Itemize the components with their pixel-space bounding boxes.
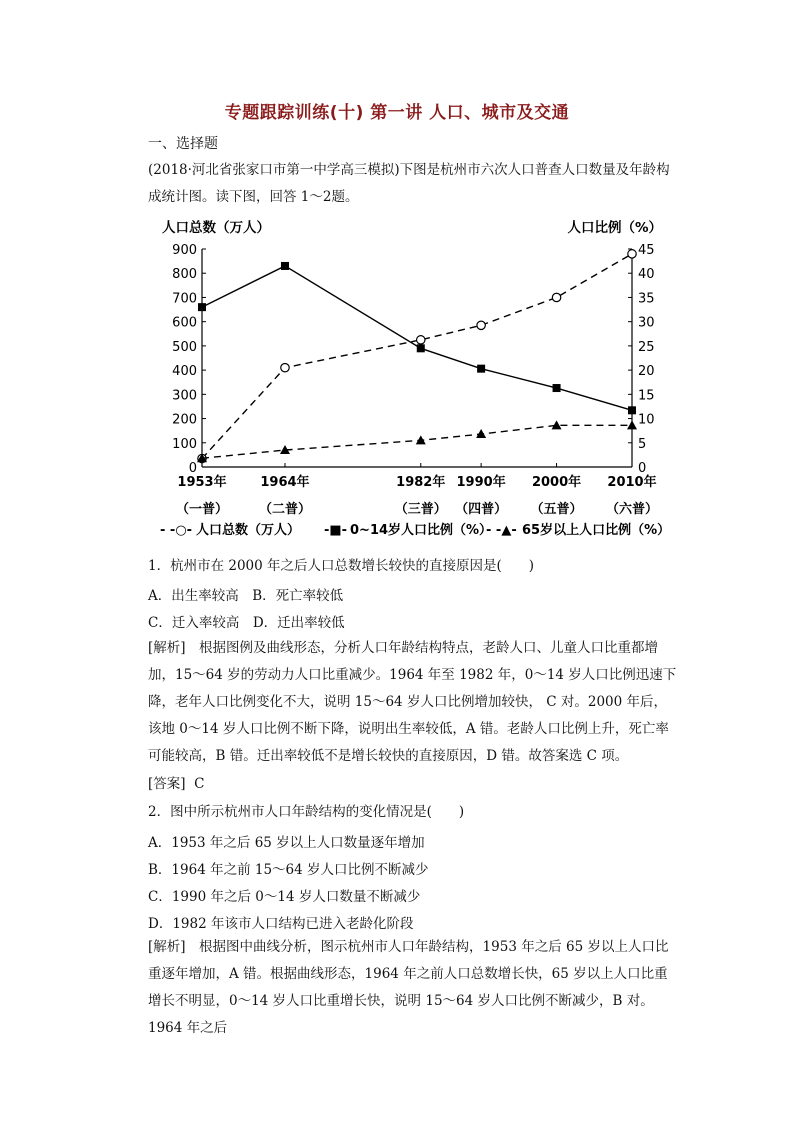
series-line-0 bbox=[202, 254, 632, 459]
intro-paragraph: (2018·河北省张家口市第一中学高三模拟)下图是杭州市六次人口普查人口数量及年龄构成统计图。读下图，回答 1～2题。 bbox=[148, 162, 670, 205]
population-chart bbox=[150, 214, 670, 544]
data-point-square bbox=[477, 365, 485, 373]
left-tick-label: 900 bbox=[172, 243, 197, 258]
page-title: 专题跟踪训练(十) 第一讲 人口、城市及交通 bbox=[224, 103, 570, 123]
right-tick-label: 15 bbox=[638, 388, 655, 404]
data-point-triangle bbox=[627, 420, 637, 429]
left-tick-label: 600 bbox=[172, 315, 197, 331]
chart-legend bbox=[160, 522, 670, 538]
right-tick-label: 45 bbox=[638, 243, 655, 258]
answer-value: C bbox=[194, 776, 205, 792]
left-tick-label: 100 bbox=[172, 436, 197, 452]
question-1-answer bbox=[148, 771, 204, 797]
question-1-stem: 1．杭州市在 2000 年之后人口总数增长较快的直接原因是( ) bbox=[148, 558, 535, 574]
right-tick-label: 30 bbox=[638, 315, 655, 331]
legend-label: 人口总数（万人） bbox=[196, 523, 301, 538]
analysis-text: 根据图例及曲线形态，分析人口年龄结构特点，老龄人口、儿童人口比重都增加，15～64 岁的劳动力人口比重减少。1964 年至 1982 年，0～14 岁人口比例迅速下降，老年人口比例变化不大，说明 15～64 岁人口比例增加较快， C 对。2000 年后，该地 0～14 岁人口比例不断下降，说明出生率较低，A 错。老龄人口比例上升，死亡率可能较高，B 错。迁出率较低不是增长较快的直接原因，D 错。故答案选 C 项。 bbox=[148, 640, 677, 764]
right-tick-label: 5 bbox=[638, 436, 647, 452]
legend-label: 65岁以上人口比例（%） bbox=[522, 523, 670, 538]
data-point-triangle bbox=[416, 435, 426, 444]
question-2-option-d: D．1982 年该市人口结构已进入老龄化阶段 bbox=[148, 916, 414, 932]
data-point-circle bbox=[281, 363, 289, 371]
question-2-option-c: C．1990 年之后 0～14 岁人口数量不断减少 bbox=[148, 889, 421, 905]
x-tick-label: 1964年 bbox=[260, 475, 310, 490]
question-2-analysis bbox=[148, 934, 680, 1042]
data-point-square bbox=[553, 384, 561, 392]
x-sublabel: （一普） bbox=[175, 502, 229, 517]
right-tick-label: 25 bbox=[638, 339, 655, 355]
data-point-circle bbox=[417, 336, 425, 344]
data-point-square bbox=[628, 406, 636, 414]
x-tick-label: 1953年 bbox=[177, 475, 227, 490]
right-tick-label: 10 bbox=[638, 412, 655, 428]
legend-label: 0~14岁人口比例（%） bbox=[350, 523, 493, 538]
question-2-stem: 2．图中所示杭州市人口年龄结构的变化情况是( ) bbox=[148, 804, 465, 820]
question-1-options-ab: A．出生率较高 B．死亡率较低 bbox=[148, 588, 344, 604]
x-tick-label: 2000年 bbox=[531, 475, 582, 490]
left-tick-label: 700 bbox=[172, 291, 197, 307]
right-tick-label: 0 bbox=[638, 461, 647, 476]
analysis-text: 根据图中曲线分析，图示杭州市人口年龄结构，1953 年之后 65 岁以上人口比重逐年增加，A 错。根据曲线形态，1964 年之前人口总数增长快，65 岁以上人口比重增长不明显，0～14 岁人口比重增长快，说明 15～64 岁人口比例不断减少，B 对。1964 年之后 bbox=[148, 939, 669, 1036]
data-point-circle bbox=[552, 293, 560, 301]
right-axis-label: 人口比例（%） bbox=[567, 220, 662, 236]
question-2-option-a: A．1953 年之后 65 岁以上人口数量逐年增加 bbox=[148, 835, 425, 851]
data-point-triangle bbox=[476, 429, 486, 438]
section-heading: 一、选择题 bbox=[148, 136, 218, 152]
right-tick-label: 20 bbox=[638, 364, 655, 380]
x-sublabel: （三普） bbox=[394, 502, 447, 517]
left-tick-label: 0 bbox=[188, 461, 197, 476]
question-1-options-cd: C．迁入率较高 D．迁出率较低 bbox=[148, 615, 345, 631]
left-tick-label: 800 bbox=[172, 267, 197, 283]
chart-ticks bbox=[172, 243, 658, 517]
left-axis-label: 人口总数（万人） bbox=[162, 220, 270, 236]
x-tick-label: 2010年 bbox=[607, 475, 657, 490]
left-tick-label: 200 bbox=[172, 412, 197, 428]
x-sublabel: （四普） bbox=[455, 502, 508, 517]
x-tick-label: 1982年 bbox=[396, 475, 446, 490]
data-point-circle bbox=[477, 321, 485, 329]
x-sublabel: （五普） bbox=[530, 502, 583, 517]
left-tick-label: 500 bbox=[172, 339, 197, 355]
data-point-triangle bbox=[552, 420, 562, 429]
legend-symbol: - -▲- bbox=[486, 523, 517, 538]
right-tick-label: 35 bbox=[638, 291, 655, 307]
analysis-tag: [解析] bbox=[148, 939, 186, 955]
analysis-tag: [解析] bbox=[148, 640, 186, 656]
series-line-2 bbox=[202, 425, 632, 458]
question-2-option-b: B．1964 年之前 15～64 岁人口比例不断减少 bbox=[148, 862, 429, 878]
data-point-square bbox=[198, 303, 206, 311]
left-tick-label: 300 bbox=[172, 388, 197, 404]
left-tick-label: 400 bbox=[172, 364, 197, 380]
x-sublabel: （二普） bbox=[258, 502, 311, 517]
data-point-circle bbox=[628, 250, 636, 258]
chart-series bbox=[197, 250, 637, 463]
legend-symbol: - -○- bbox=[160, 523, 193, 538]
x-sublabel: （六普） bbox=[605, 502, 659, 517]
right-tick-label: 40 bbox=[638, 267, 655, 283]
x-tick-label: 1990年 bbox=[456, 475, 506, 490]
answer-tag: [答案] bbox=[148, 776, 186, 792]
question-1-analysis bbox=[148, 635, 680, 770]
data-point-square bbox=[417, 344, 425, 352]
data-point-square bbox=[281, 262, 289, 270]
legend-symbol: -■- bbox=[324, 523, 348, 538]
